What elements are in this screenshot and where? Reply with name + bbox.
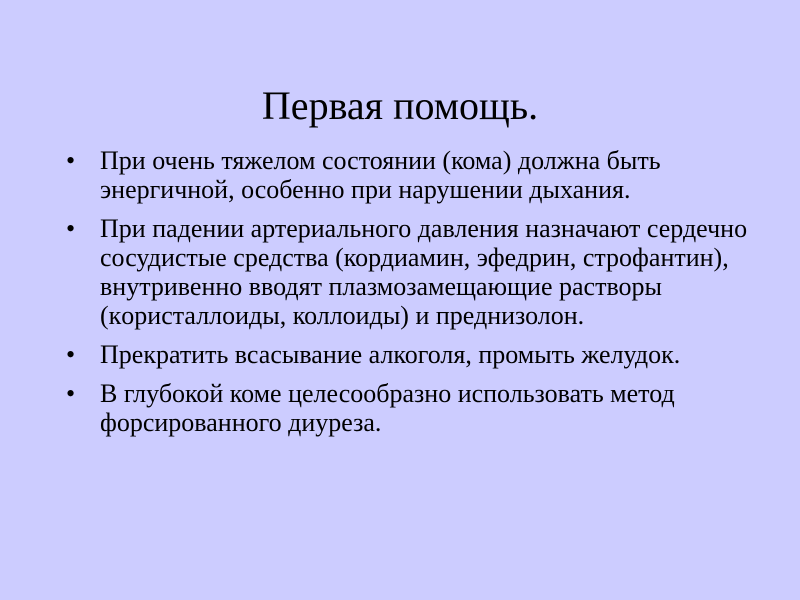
bullet-text: Прекратить всасывание алкоголя, промыть желудок.: [100, 340, 681, 369]
bullet-item: [66, 340, 756, 369]
bullet-item: [66, 379, 756, 437]
slide-title: Первая помощь.: [261, 83, 539, 128]
bullet-text: При падении артериального давления назначают сердечно сосудистые средства (кордиамин, эфедрин, строфантин), внутривенно вводят плазмозамещающие растворы (кoристаллоиды, коллоиды) и преднизолон.: [100, 214, 748, 330]
bullet-item: [66, 214, 756, 330]
bullet-text: В глубокой коме целесообразно использовать метод форсированного диуреза.: [100, 379, 675, 437]
bullet-icon: •: [66, 340, 76, 369]
bullet-text: При очень тяжелом состоянии (кома) должна быть энергичной, особенно при нарушении дыхания.: [100, 146, 661, 204]
bullet-icon: •: [66, 214, 76, 243]
bullet-list: [66, 146, 756, 447]
bullet-icon: •: [66, 379, 76, 408]
bullet-icon: •: [66, 146, 76, 175]
bullet-item: [66, 146, 756, 204]
